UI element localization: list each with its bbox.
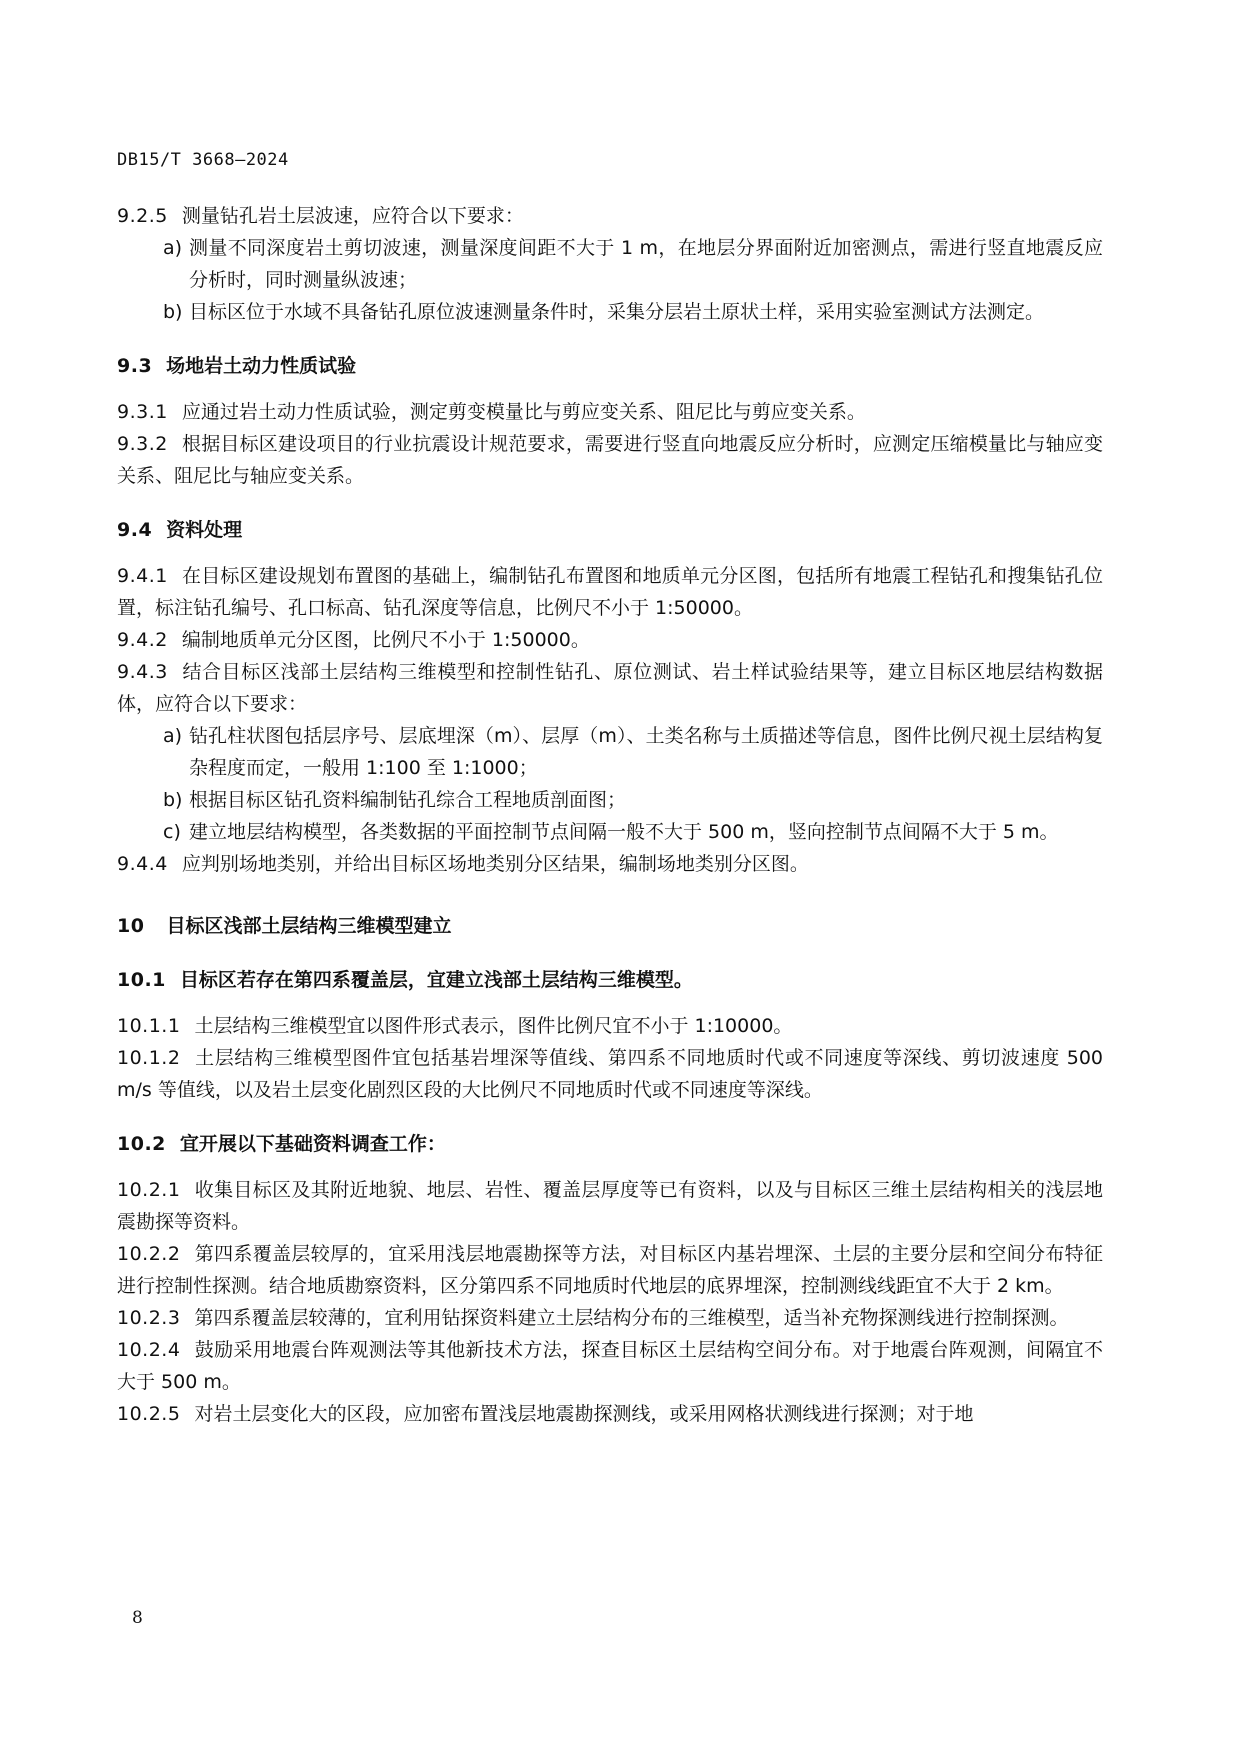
list-label: c) — [163, 821, 181, 843]
section-number: 10.1 — [117, 969, 166, 991]
clause-number: 10.2.3 — [117, 1307, 181, 1329]
section-heading-9-4 — [117, 514, 1103, 546]
chapter-number: 10 — [117, 915, 145, 937]
section-number: 9.4 — [117, 519, 153, 541]
clause-number: 9.3.2 — [117, 433, 168, 455]
section-number: 9.3 — [117, 355, 153, 377]
clause-number: 9.2.5 — [117, 205, 168, 227]
list-label: a) — [163, 725, 183, 747]
section-heading-9-3 — [117, 350, 1103, 382]
list-item — [117, 296, 1103, 328]
clause-text: 土层结构三维模型图件宜包括基岩埋深等值线、第四系不同地质时代或不同速度等深线、剪切波速度 500 m/s 等值线，以及岩土层变化剧烈区段的大比例尺不同地质时代或不同速度等深线。 — [117, 1047, 1103, 1101]
clause-10-2-3 — [117, 1302, 1103, 1334]
clause-number: 10.2.4 — [117, 1339, 181, 1361]
list-text: 根据目标区钻孔资料编制钻孔综合工程地质剖面图； — [189, 789, 627, 811]
chapter-title: 目标区浅部土层结构三维模型建立 — [166, 915, 452, 937]
clause-text: 在目标区建设规划布置图的基础上，编制钻孔布置图和地质单元分区图，包括所有地震工程钻孔和搜集钻孔位置，标注钻孔编号、孔口标高、钻孔深度等信息，比例尺不小于 1:50000。 — [117, 565, 1103, 619]
clause-text: 应判别场地类别，并给出目标区场地类别分区结果，编制场地类别分区图。 — [181, 853, 809, 875]
clause-9-3-1 — [117, 396, 1103, 428]
clause-number: 9.4.1 — [117, 565, 168, 587]
list-item — [117, 720, 1103, 784]
clause-text: 根据目标区建设项目的行业抗震设计规范要求，需要进行竖直向地震反应分析时，应测定压缩模量比与轴应变关系、阻尼比与轴应变关系。 — [117, 433, 1103, 487]
section-number: 10.2 — [117, 1133, 166, 1155]
clause-number: 9.3.1 — [117, 401, 168, 423]
list-text: 钻孔柱状图包括层序号、层底埋深（m）、层厚（m）、土类名称与土质描述等信息，图件比例尺视土层结构复杂程度而定，一般用 1:100 至 1:1000； — [189, 725, 1103, 779]
clause-number: 9.4.2 — [117, 629, 168, 651]
clause-text: 收集目标区及其附近地貌、地层、岩性、覆盖层厚度等已有资料，以及与目标区三维土层结构相关的浅层地震勘探等资料。 — [117, 1179, 1103, 1233]
clause-10-2-4 — [117, 1334, 1103, 1398]
clause-number: 10.2.1 — [117, 1179, 181, 1201]
clause-9-4-4 — [117, 848, 1103, 880]
section-title: 资料处理 — [166, 519, 243, 541]
clause-text: 第四系覆盖层较厚的，宜采用浅层地震勘探等方法，对目标区内基岩埋深、土层的主要分层和空间分布特征进行控制性探测。结合地质勘察资料，区分第四系不同地质时代地层的底界埋深，控制测线线距宜不大于 2 km。 — [117, 1243, 1103, 1297]
list-text: 建立地层结构模型，各类数据的平面控制节点间隔一般不大于 500 m，竖向控制节点间隔不大于 5 m。 — [189, 821, 1059, 843]
clause-text: 第四系覆盖层较薄的，宜利用钻探资料建立土层结构分布的三维模型，适当补充物探测线进行控制探测。 — [194, 1307, 1069, 1329]
clause-9-4-1 — [117, 560, 1103, 624]
section-heading-10-1 — [117, 964, 1103, 996]
list-item — [117, 816, 1103, 848]
list-item — [117, 232, 1103, 296]
document-id-header: DB15/T 3668—2024 — [117, 150, 289, 170]
clause-text: 应通过岩土动力性质试验，测定剪变模量比与剪应变关系、阻尼比与剪应变关系。 — [181, 401, 866, 423]
page-number: 8 — [132, 1608, 143, 1628]
clause-9-4-3 — [117, 656, 1103, 720]
list-text: 测量不同深度岩土剪切波速，测量深度间距不大于 1 m，在地层分界面附近加密测点，需进行竖直地震反应分析时，同时测量纵波速； — [189, 237, 1103, 291]
clause-number: 10.2.5 — [117, 1403, 181, 1425]
section-heading-10-2 — [117, 1128, 1103, 1160]
clause-text: 结合目标区浅部土层结构三维模型和控制性钻孔、原位测试、岩土样试验结果等，建立目标区地层结构数据体，应符合以下要求： — [117, 661, 1103, 715]
clause-number: 9.4.3 — [117, 661, 168, 683]
clause-10-2-2 — [117, 1238, 1103, 1302]
clause-9-2-5 — [117, 200, 1103, 232]
clause-number: 10.1.1 — [117, 1015, 181, 1037]
clause-text: 测量钻孔岩土层波速，应符合以下要求： — [181, 205, 524, 227]
clause-number: 10.1.2 — [117, 1047, 181, 1069]
list-text: 目标区位于水域不具备钻孔原位波速测量条件时，采集分层岩土原状土样，采用实验室测试方法测定。 — [189, 301, 1045, 323]
clause-text: 土层结构三维模型宜以图件形式表示，图件比例尺宜不小于 1:10000。 — [194, 1015, 793, 1037]
clause-text: 鼓励采用地震台阵观测法等其他新技术方法，探查目标区土层结构空间分布。对于地震台阵观测，间隔宜不大于 500 m。 — [117, 1339, 1103, 1393]
section-title: 宜开展以下基础资料调查工作： — [179, 1133, 446, 1155]
list-label: b) — [163, 789, 183, 811]
section-title: 场地岩土动力性质试验 — [166, 355, 357, 377]
clause-10-2-5 — [117, 1398, 1103, 1430]
document-body — [117, 200, 1103, 1430]
list-item — [117, 784, 1103, 816]
clause-9-4-2 — [117, 624, 1103, 656]
list-label: a) — [163, 237, 183, 259]
clause-9-3-2 — [117, 428, 1103, 492]
clause-10-1-1 — [117, 1010, 1103, 1042]
section-title: 目标区若存在第四系覆盖层，宜建立浅部土层结构三维模型。 — [179, 969, 693, 991]
clause-10-1-2 — [117, 1042, 1103, 1106]
chapter-heading-10 — [117, 910, 1103, 942]
clause-text: 对岩土层变化大的区段，应加密布置浅层地震勘探测线，或采用网格状测线进行探测；对于地 — [194, 1403, 974, 1425]
list-label: b) — [163, 301, 183, 323]
clause-10-2-1 — [117, 1174, 1103, 1238]
clause-number: 9.4.4 — [117, 853, 168, 875]
clause-number: 10.2.2 — [117, 1243, 181, 1265]
clause-text: 编制地质单元分区图，比例尺不小于 1:50000。 — [181, 629, 590, 651]
